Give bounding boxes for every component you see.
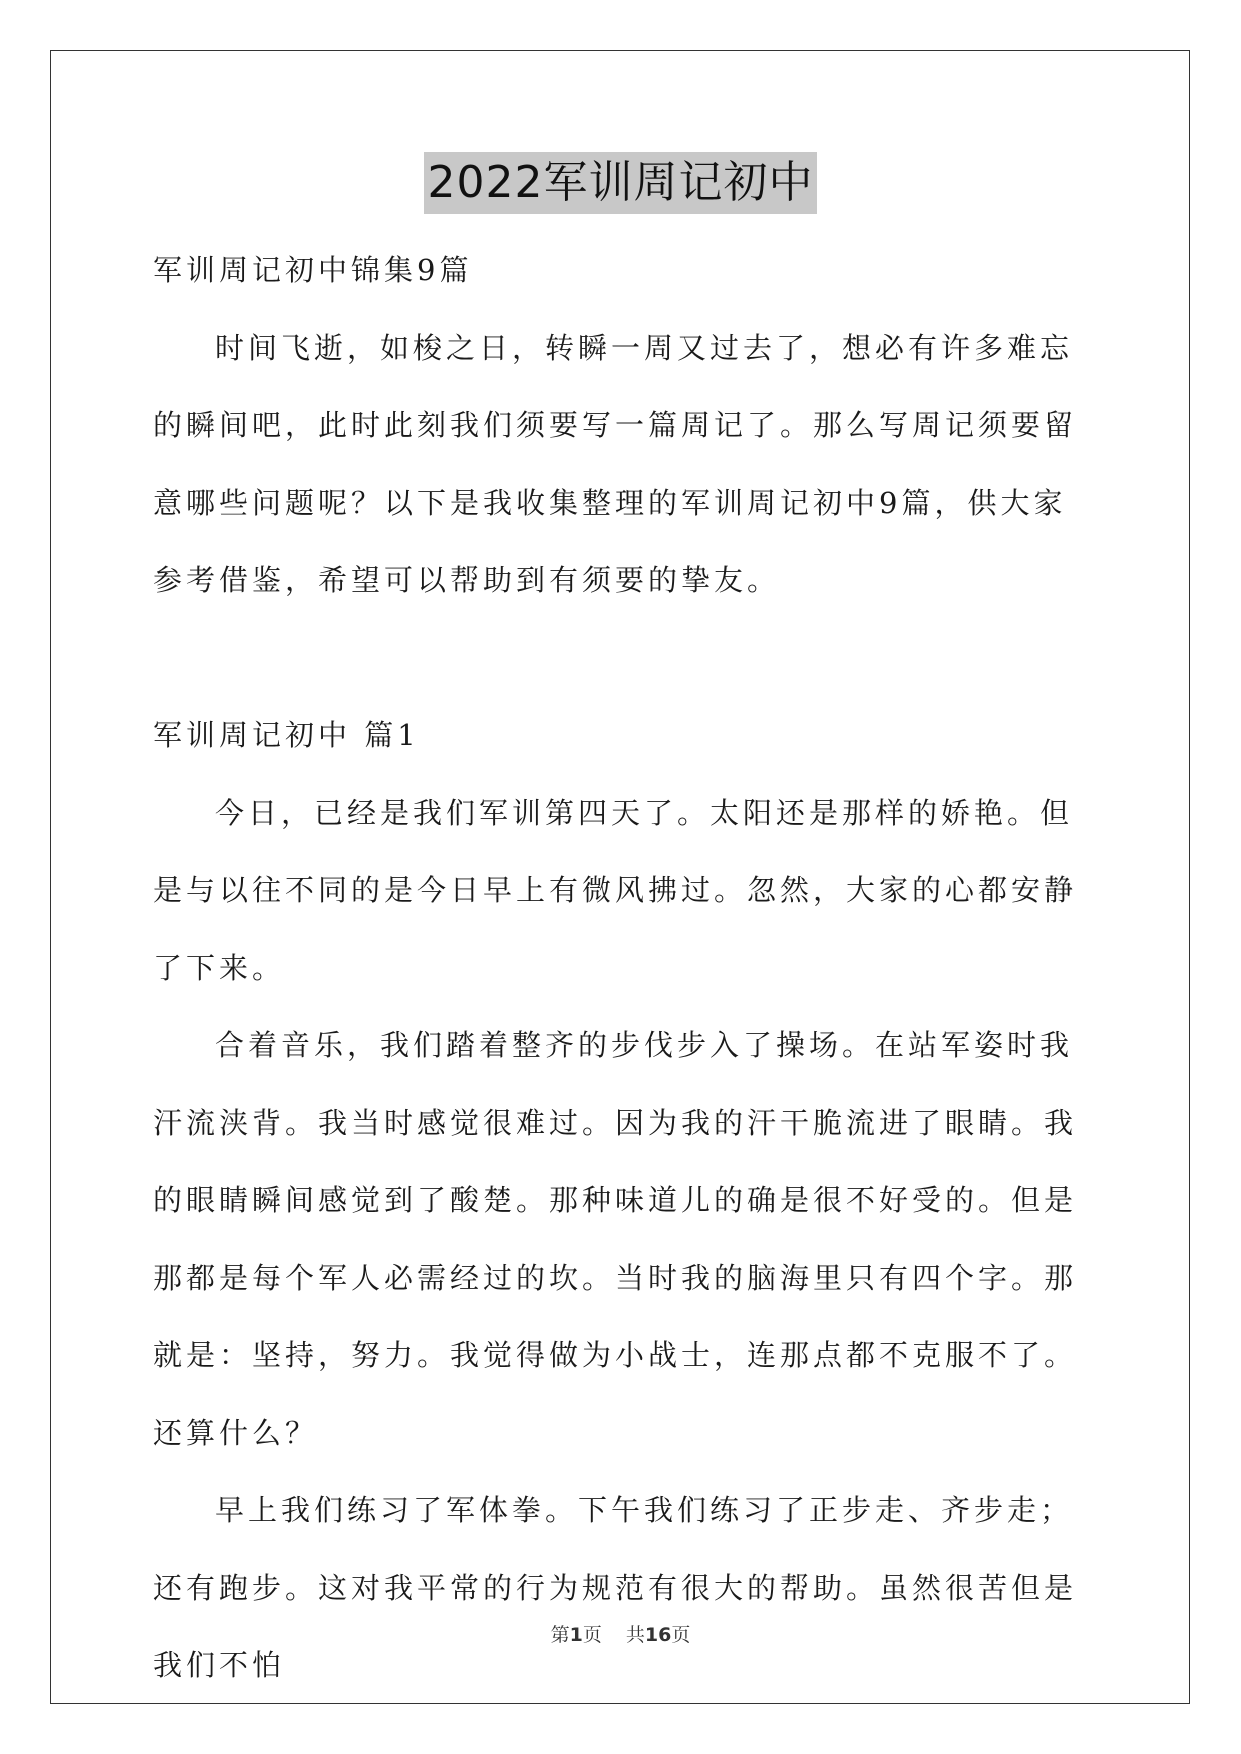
page-prefix: 第 (550, 1624, 570, 1646)
total-pages: 16 (644, 1624, 672, 1646)
document-title: 2022军训周记初中 (424, 152, 818, 214)
body-paragraph: 今日，已经是我们军训第四天了。太阳还是那样的娇艳。但是与以往不同的是今日早上有微风拂过。忽然，大家的心都安静了下来。 (153, 795, 1078, 985)
page-suffix: 页 (582, 1624, 602, 1646)
body-paragraph: 合着音乐，我们踏着整齐的步伐步入了操场。在站军姿时我汗流浃背。我当时感觉很难过。因为我的汗干脆流进了眼睛。我的眼睛瞬间感觉到了酸楚。那种味道儿的确是很不好受的。但是那都是每个军人必需经过的坎。当时我的脑海里只有四个字。那就是：坚持，努力。我觉得做为小战士，连那点都不克服不了。还算什么？ (153, 1028, 1078, 1450)
page-footer (0, 1620, 1241, 1647)
intro-paragraph: 时间飞逝，如梭之日，转瞬一周又过去了，想必有许多难忘的瞬间吧，此时此刻我们须要写一篇周记了。那么写周记须要留意哪些问题呢？以下是我收集整理的军训周记初中9篇，供大家参考借鉴，希望可以帮助到有须要的挚友。 (153, 330, 1078, 597)
body-paragraph: 早上我们练习了军体拳。下午我们练习了正步走、齐步走；还有跑步。这对我平常的行为规范有很大的帮助。虽然很苦但是我们不怕 (153, 1493, 1078, 1682)
title-container (0, 152, 1241, 214)
spacer (153, 620, 1098, 698)
page-number: 1 (569, 1624, 583, 1646)
section-heading: 军训周记初中 篇1 (153, 718, 420, 752)
total-prefix: 共 (625, 1624, 645, 1646)
document-body (153, 232, 1098, 1705)
total-suffix: 页 (671, 1624, 691, 1646)
subtitle: 军训周记初中锦集9篇 (153, 253, 473, 287)
